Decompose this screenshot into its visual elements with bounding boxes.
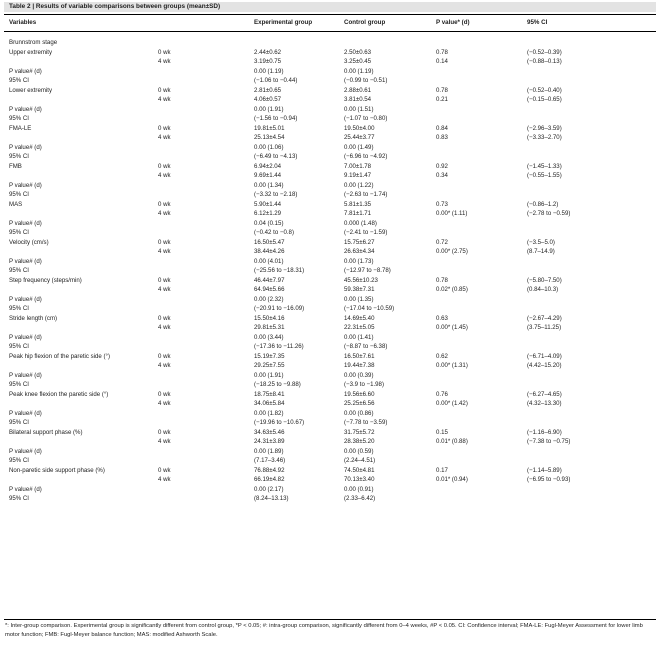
cell-time: 0 wk (158, 200, 171, 208)
table-row (4, 333, 656, 343)
cell-variable: P value# (d) (9, 257, 42, 265)
cell-control: 74.50±4.81 (344, 466, 375, 474)
table-row (4, 437, 656, 447)
cell-control: (2.24–4.51) (344, 457, 376, 464)
cell-variable: 95% CI (9, 267, 29, 274)
table-row (4, 171, 656, 181)
cell-variable: 95% CI (9, 419, 29, 426)
table-row (4, 114, 656, 124)
cell-experimental: 6.12±1.29 (254, 210, 282, 217)
cell-experimental: 0.00 (1.91) (254, 371, 284, 379)
cell-p-value: 0.01* (0.88) (436, 438, 468, 445)
cell-time: 4 wk (158, 134, 171, 141)
cell-control: 0.00 (1.19) (344, 67, 374, 75)
cell-experimental: (−17.36 to −11.26) (254, 343, 304, 350)
cell-variable: P value# (d) (9, 333, 42, 341)
cell-ci: (−0.88–0.13) (527, 58, 562, 65)
table-row (4, 342, 656, 352)
table-row (4, 304, 656, 314)
cell-variable: 95% CI (9, 153, 29, 160)
cell-experimental: 29.25±7.55 (254, 362, 285, 369)
cell-experimental: 29.81±5.31 (254, 324, 285, 331)
cell-control: 0.00 (0.91) (344, 485, 374, 493)
cell-p-value: 0.92 (436, 162, 448, 170)
cell-experimental: (−6.49 to −4.13) (254, 153, 298, 160)
cell-experimental: 76.88±4.92 (254, 466, 285, 474)
cell-control: 26.63±4.34 (344, 248, 375, 255)
header-control-group: Control group (344, 19, 386, 26)
cell-variable: 95% CI (9, 77, 29, 84)
table-row (4, 447, 656, 457)
cell-variable: P value# (d) (9, 67, 42, 75)
cell-experimental: 15.19±7.35 (254, 352, 285, 360)
table-row (4, 152, 656, 162)
cell-experimental: 34.63±5.46 (254, 428, 285, 436)
cell-p-value: 0.78 (436, 276, 448, 284)
cell-experimental: (−3.32 to −2.18) (254, 191, 298, 198)
cell-control: 25.44±3.77 (344, 134, 375, 141)
cell-experimental: 0.00 (1.34) (254, 181, 284, 189)
table-row (4, 133, 656, 143)
cell-time: 0 wk (158, 86, 171, 94)
table-row (4, 295, 656, 305)
cell-control: 0.00 (1.51) (344, 105, 374, 113)
cell-p-value: 0.62 (436, 352, 448, 360)
cell-time: 0 wk (158, 466, 171, 474)
cell-ci: (−0.15–0.65) (527, 96, 562, 103)
cell-variable: Brunnstrom stage (9, 39, 58, 46)
cell-time: 0 wk (158, 276, 171, 284)
table-row (4, 228, 656, 238)
cell-variable: Velocity (cm/s) (9, 238, 49, 246)
cell-experimental: 64.94±5.66 (254, 286, 285, 293)
cell-time: 0 wk (158, 238, 171, 246)
table-row (4, 475, 656, 485)
table-row (4, 57, 656, 67)
table-row (4, 209, 656, 219)
table-row (4, 276, 656, 286)
cell-ci: (−1.16–6.90) (527, 428, 562, 436)
cell-control: 0.00 (1.35) (344, 295, 374, 303)
cell-experimental: 46.44±7.97 (254, 276, 285, 284)
cell-variable: Peak knee flexion the paretic side (°) (9, 390, 109, 398)
cell-ci: (−2.67–4.29) (527, 314, 562, 322)
header-p-value: P value* (d) (436, 19, 470, 26)
cell-experimental: 16.50±5.47 (254, 238, 285, 246)
cell-control: 0.00 (0.39) (344, 371, 374, 379)
cell-experimental: 15.50±4.16 (254, 314, 285, 322)
cell-variable: P value# (d) (9, 143, 42, 151)
cell-ci: (−2.96–3.59) (527, 124, 562, 132)
cell-variable: 95% CI (9, 191, 29, 198)
cell-control: (−6.96 to −4.92) (344, 153, 388, 160)
cell-time: 0 wk (158, 390, 171, 398)
cell-ci: (−3.5–5.0) (527, 238, 555, 246)
cell-experimental: 19.81±5.01 (254, 124, 285, 132)
table-row (4, 409, 656, 419)
cell-ci: (0.84–10.3) (527, 286, 559, 293)
cell-ci: (4.32–13.30) (527, 400, 562, 407)
cell-ci: (−0.52–0.40) (527, 86, 562, 94)
cell-p-value: 0.78 (436, 48, 448, 56)
cell-control: (−8.87 to −6.38) (344, 343, 388, 350)
cell-p-value: 0.00* (1.45) (436, 324, 468, 331)
table-row (4, 371, 656, 381)
cell-experimental: (−25.56 to −18.31) (254, 267, 305, 274)
cell-variable: 95% CI (9, 381, 29, 388)
cell-variable: Bilateral support phase (%) (9, 428, 83, 436)
cell-experimental: 0.00 (3.44) (254, 333, 284, 341)
cell-ci: (−6.27–4.65) (527, 390, 562, 398)
cell-experimental: 18.75±8.41 (254, 390, 285, 398)
header-experimental-group: Experimental group (254, 19, 313, 26)
cell-experimental: 38.44±4.26 (254, 248, 285, 255)
cell-time: 4 wk (158, 324, 171, 331)
cell-experimental: (−19.96 to −10.67) (254, 419, 305, 426)
cell-ci: (3.75–11.25) (527, 324, 562, 331)
cell-experimental: (−20.91 to −16.09) (254, 305, 305, 312)
table-row (4, 86, 656, 96)
cell-control: 70.13±3.40 (344, 476, 375, 483)
cell-ci: (−6.71–4.09) (527, 352, 562, 360)
cell-control: 3.81±0.54 (344, 96, 372, 103)
cell-variable: 95% CI (9, 115, 29, 122)
cell-time: 4 wk (158, 438, 171, 445)
cell-p-value: 0.01* (0.94) (436, 476, 468, 483)
cell-variable: P value# (d) (9, 447, 42, 455)
cell-variable: MAS (9, 200, 23, 208)
cell-control: 16.50±7.61 (344, 352, 375, 360)
cell-control: 25.25±6.56 (344, 400, 375, 407)
cell-experimental: 0.00 (2.17) (254, 485, 284, 493)
cell-time: 0 wk (158, 428, 171, 436)
cell-p-value: 0.84 (436, 124, 448, 132)
table-row (4, 181, 656, 191)
cell-experimental: 4.06±0.57 (254, 96, 282, 103)
table-row (4, 162, 656, 172)
cell-control: 0.00 (0.59) (344, 447, 374, 455)
table-row (4, 105, 656, 115)
cell-control: 3.25±0.45 (344, 58, 372, 65)
header-variables: Variables (9, 19, 37, 26)
table-row (4, 361, 656, 371)
cell-ci: (−0.55–1.55) (527, 172, 562, 179)
table-row (4, 352, 656, 362)
table-row (4, 380, 656, 390)
cell-control: (−0.99 to −0.51) (344, 77, 388, 84)
table-row (4, 257, 656, 267)
cell-experimental: 0.00 (1.06) (254, 143, 284, 151)
cell-variable: Peak hip flexion of the paretic side (°) (9, 352, 111, 360)
table-row (4, 456, 656, 466)
table-row (4, 95, 656, 105)
cell-experimental: (−18.25 to −9.88) (254, 381, 301, 388)
cell-variable: 95% CI (9, 457, 29, 464)
cell-variable: FMA-LE (9, 124, 32, 132)
cell-time: 4 wk (158, 210, 171, 217)
table-row (4, 418, 656, 428)
cell-experimental: 0.04 (0.15) (254, 219, 284, 227)
cell-variable: P value# (d) (9, 409, 42, 417)
table-row (4, 494, 656, 504)
table-footnote: *: Inter-group comparison. Experimental group is significantly different from control group, *P < 0.05; #: intra-group comparison, significantly different from 0–4 weeks, #P < 0.05. CI: Confidence interval; FMA-LE: Fugl-Meyer Assessment for lower limb motor function; FMB: Fugl-Meyer balance function; MAS: modified Ashworth Scale. (5, 623, 643, 638)
cell-time: 0 wk (158, 162, 171, 170)
cell-variable: Lower extremity (9, 86, 53, 94)
table-body (4, 38, 656, 504)
cell-control: 9.19±1.47 (344, 172, 372, 179)
cell-experimental: 0.00 (1.89) (254, 447, 284, 455)
cell-control: 2.88±0.61 (344, 86, 372, 94)
cell-variable: FMB (9, 162, 22, 170)
cell-time: 4 wk (158, 172, 171, 179)
cell-experimental: 0.00 (1.82) (254, 409, 284, 417)
table-title: Table 2 | Results of variable comparisons between groups (mean±SD) (4, 2, 656, 12)
cell-control: (−17.04 to −10.59) (344, 305, 395, 312)
cell-ci: (−5.80–7.50) (527, 276, 562, 284)
cell-p-value: 0.15 (436, 428, 448, 436)
table-row (4, 285, 656, 295)
cell-p-value: 0.14 (436, 58, 448, 65)
cell-control: (2.33–6.42) (344, 495, 376, 502)
cell-variable: P value# (d) (9, 295, 42, 303)
table-row (4, 76, 656, 86)
cell-p-value: 0.78 (436, 86, 448, 94)
cell-time: 4 wk (158, 286, 171, 293)
table-row (4, 143, 656, 153)
cell-ci: (−3.33–2.70) (527, 134, 562, 141)
cell-experimental: 2.44±0.62 (254, 48, 282, 56)
cell-variable: P value# (d) (9, 105, 42, 113)
cell-control: 7.81±1.71 (344, 210, 372, 217)
cell-p-value: 0.63 (436, 314, 448, 322)
cell-experimental: 24.31±3.89 (254, 438, 285, 445)
cell-experimental: (8.24–13.13) (254, 495, 289, 502)
cell-variable: 95% CI (9, 305, 29, 312)
cell-control: 19.50±4.00 (344, 124, 375, 132)
cell-experimental: (−0.42 to −0.8) (254, 229, 294, 236)
cell-control: 15.75±6.27 (344, 238, 375, 246)
table-row (4, 247, 656, 257)
cell-control: (−7.78 to −3.59) (344, 419, 388, 426)
table-bottom-rule (4, 619, 656, 620)
table-row (4, 219, 656, 229)
table-row (4, 38, 656, 48)
table-row (4, 48, 656, 58)
cell-control: (−3.9 to −1.98) (344, 381, 384, 388)
cell-p-value: 0.73 (436, 200, 448, 208)
cell-experimental: 0.00 (4.01) (254, 257, 284, 265)
cell-ci: (−6.95 to −0.93) (527, 476, 571, 483)
cell-time: 4 wk (158, 476, 171, 483)
cell-ci: (8.7–14.9) (527, 248, 555, 255)
cell-control: 0.00 (1.49) (344, 143, 374, 151)
cell-control: 5.81±1.35 (344, 200, 372, 208)
cell-control: 19.56±6.60 (344, 390, 375, 398)
table-row (4, 124, 656, 134)
cell-p-value: 0.00* (1.42) (436, 400, 468, 407)
cell-time: 4 wk (158, 58, 171, 65)
cell-variable: Non-paretic side support phase (%) (9, 466, 105, 474)
cell-time: 0 wk (158, 124, 171, 132)
cell-ci: (−0.52–0.39) (527, 48, 562, 56)
cell-control: 28.38±5.20 (344, 438, 375, 445)
cell-time: 4 wk (158, 248, 171, 255)
cell-variable: P value# (d) (9, 181, 42, 189)
cell-time: 0 wk (158, 352, 171, 360)
cell-control: 31.75±5.72 (344, 428, 375, 436)
cell-ci: (−0.86–1.2) (527, 200, 559, 208)
table-row (4, 390, 656, 400)
cell-experimental: 25.13±4.54 (254, 134, 285, 141)
cell-experimental: 66.19±4.82 (254, 476, 285, 483)
cell-variable: 95% CI (9, 229, 29, 236)
cell-control: (−12.97 to −8.78) (344, 267, 391, 274)
cell-ci: (−1.14–5.89) (527, 466, 562, 474)
cell-experimental: 2.81±0.65 (254, 86, 282, 94)
table-row (4, 266, 656, 276)
table-row (4, 428, 656, 438)
cell-experimental: 3.19±0.75 (254, 58, 282, 65)
cell-control: (−2.41 to −1.59) (344, 229, 388, 236)
cell-experimental: (−1.56 to −0.94) (254, 115, 298, 122)
table-row (4, 399, 656, 409)
table-row (4, 67, 656, 77)
table-row (4, 314, 656, 324)
cell-time: 0 wk (158, 314, 171, 322)
cell-experimental: (−1.06 to −0.44) (254, 77, 298, 84)
cell-ci: (−1.45–1.33) (527, 162, 562, 170)
cell-variable: 95% CI (9, 343, 29, 350)
cell-control: 7.00±1.78 (344, 162, 372, 170)
table-row (4, 238, 656, 248)
cell-control: 45.56±10.23 (344, 276, 378, 284)
cell-p-value: 0.83 (436, 134, 448, 141)
cell-variable: P value# (d) (9, 371, 42, 379)
cell-ci: (4.42–15.20) (527, 362, 562, 369)
table-row (4, 323, 656, 333)
cell-variable: Upper extremity (9, 48, 53, 56)
cell-time: 0 wk (158, 48, 171, 56)
cell-ci: (−2.78 to −0.59) (527, 210, 571, 217)
table-row (4, 466, 656, 476)
cell-p-value: 0.76 (436, 390, 448, 398)
cell-p-value: 0.34 (436, 172, 448, 179)
cell-control: 14.69±5.40 (344, 314, 375, 322)
cell-experimental: 0.00 (1.91) (254, 105, 284, 113)
cell-p-value: 0.00* (1.31) (436, 362, 468, 369)
cell-experimental: 6.94±2.04 (254, 162, 282, 170)
table-row (4, 485, 656, 495)
cell-p-value: 0.02* (0.85) (436, 286, 468, 293)
cell-time: 4 wk (158, 96, 171, 103)
table-row (4, 190, 656, 200)
cell-experimental: 9.69±1.44 (254, 172, 282, 179)
cell-control: 19.44±7.38 (344, 362, 375, 369)
cell-p-value: 0.72 (436, 238, 448, 246)
cell-control: (−2.63 to −1.74) (344, 191, 388, 198)
table-header (4, 14, 656, 32)
cell-control: 59.38±7.31 (344, 286, 375, 293)
cell-p-value: 0.00* (2.75) (436, 248, 468, 255)
cell-variable: Step frequency (steps/min) (9, 276, 82, 284)
cell-p-value: 0.21 (436, 96, 448, 103)
cell-experimental: (7.17–3.46) (254, 457, 286, 464)
cell-control: (−1.07 to −0.80) (344, 115, 388, 122)
cell-p-value: 0.00* (1.11) (436, 210, 468, 217)
cell-variable: P value# (d) (9, 219, 42, 227)
cell-variable: P value# (d) (9, 485, 42, 493)
cell-control: 0.00 (1.22) (344, 181, 374, 189)
cell-variable: 95% CI (9, 495, 29, 502)
cell-control: 0.000 (1.48) (344, 219, 377, 227)
header-95-ci: 95% CI (527, 19, 548, 26)
cell-experimental: 5.90±1.44 (254, 200, 282, 208)
cell-control: 0.00 (0.86) (344, 409, 374, 417)
cell-control: 22.31±5.05 (344, 324, 375, 331)
cell-control: 2.50±0.63 (344, 48, 372, 56)
cell-time: 4 wk (158, 400, 171, 407)
cell-p-value: 0.17 (436, 466, 448, 474)
cell-control: 0.00 (1.73) (344, 257, 374, 265)
cell-ci: (−7.38 to −0.75) (527, 438, 571, 445)
cell-control: 0.00 (1.41) (344, 333, 374, 341)
cell-variable: Stride length (cm) (9, 314, 58, 322)
cell-experimental: 0.00 (1.19) (254, 67, 284, 75)
cell-time: 4 wk (158, 362, 171, 369)
table-row (4, 200, 656, 210)
cell-experimental: 0.00 (2.32) (254, 295, 284, 303)
cell-experimental: 34.06±5.84 (254, 400, 285, 407)
